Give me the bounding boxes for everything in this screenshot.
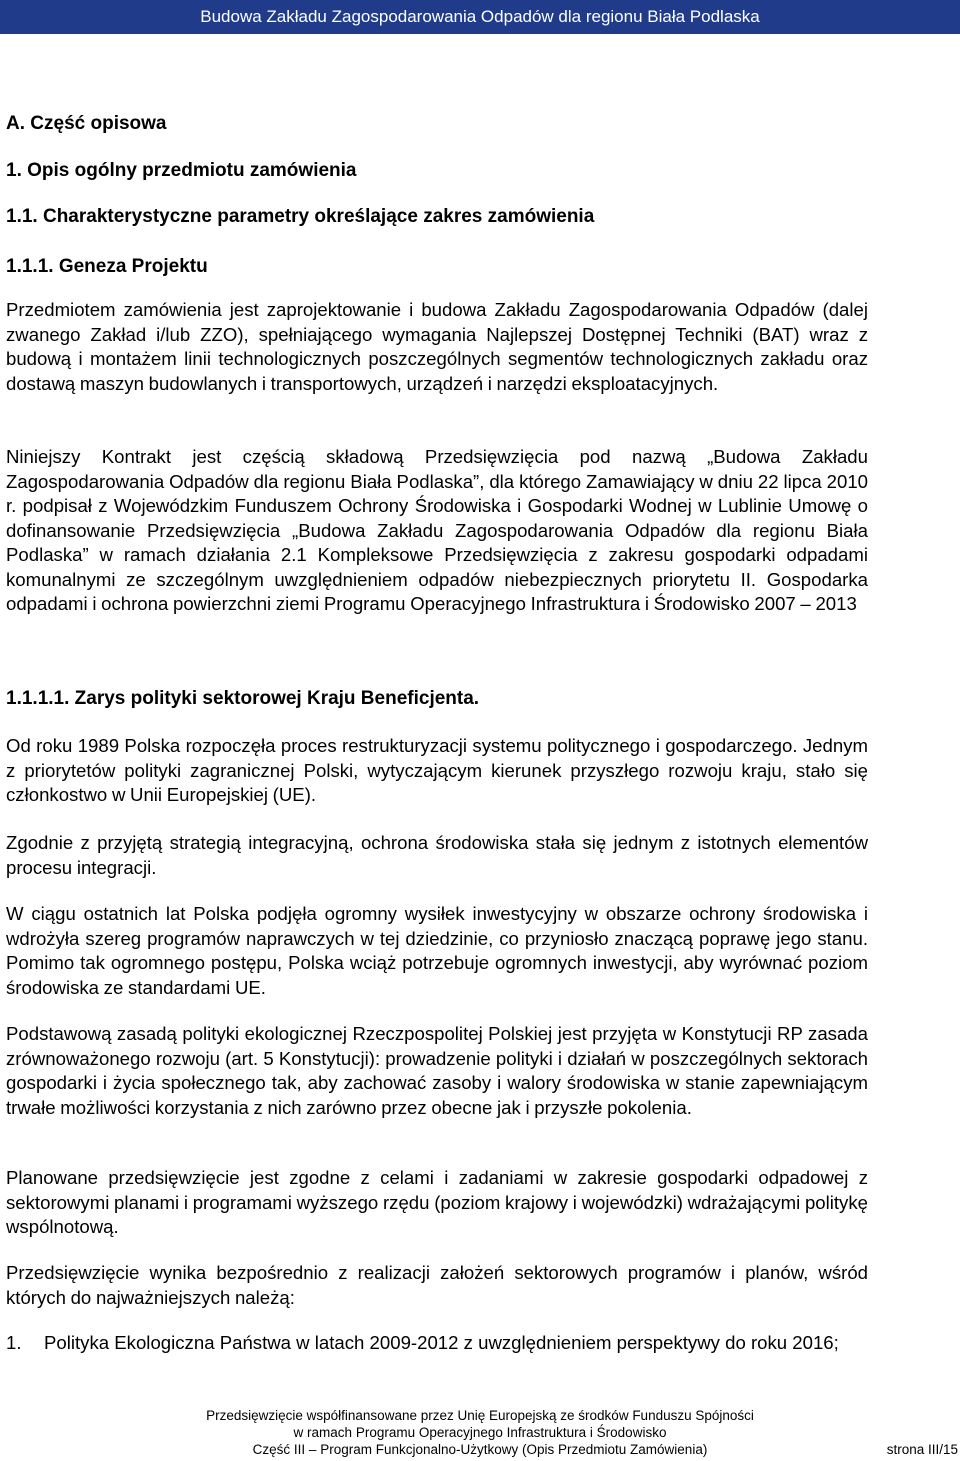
heading-part-a: A. Część opisowa (6, 113, 167, 134)
paragraph-investment-effort: W ciągu ostatnich lat Polska podjęła ogromny wysiłek inwestycyjny w obszarze ochrony środowiska i wdrożyła szereg programów naprawczych w tej dziedzinie, co przyniosło znaczącą poprawę jego stanu. Pomimo tak ogromnego postępu, Polska wciąż potrzebuje ogromnych inwestycji, aby wyrównać poziom środowiska ze standardami UE. (6, 903, 868, 998)
paragraph-contract-origin: Niniejszy Kontrakt jest częścią składową Przedsięwzięcia pod nazwą „Budowa Zakładu Zagospodarowania Odpadów dla regionu Biała Podlaska”, dla którego Zamawiający w dniu 22 lipca 2010 r. podpisał z Wojewódzkim Funduszem Ochrony Środowiska i Gospodarki Wodnej w Lublinie Umowę o dofinansowanie Przedsięwzięcia „Budowa Zakładu Zagospodarowania Odpadów dla regionu Biała Podlaska” w ramach działania 2.1 Kompleksowe Przedsięwzięcia z zakresu gospodarki odpadami komunalnymi ze szczególnym uwzględnieniem odpadów niebezpiecznych priorytetu II. Gospodarka odpadami i ochrona powierzchni ziemi Programu Operacyjnego Infrastruktura i Środowisko 2007 – 2013 (6, 446, 868, 614)
list-item-text: Polityka Ekologiczna Państwa w latach 2009-2012 z uwzględnieniem perspektywy do roku 2016; (44, 1332, 839, 1353)
heading-1-1-1-1: 1.1.1.1. Zarys polityki sektorowej Kraju Beneficjenta. (6, 688, 480, 709)
footer-cofinancing-line: Przedsięwzięcie współfinansowane przez Unię Europejską ze środków Funduszu Spójności (206, 1408, 754, 1423)
list-item-number: 1. (6, 1332, 22, 1353)
paragraph-sustainable-development: Podstawową zasadą polityki ekologicznej Rzeczpospolitej Polskiej jest przyjęta w Konstytucji RP zasada zrównoważonego rozwoju (art. 5 Konstytucji): prowadzenie polityki i działań w poszczególnych sektorach gospodarki i życia społecznego tak, aby zachować zasoby i walory środowiska w stanie zapewniającym trwałe możliwości korzystania z nich zarówno przez obecne jak i przyszłe pokolenia. (6, 1023, 868, 1118)
paragraph-restructuring: Od roku 1989 Polska rozpoczęła proces restrukturyzacji systemu politycznego i gospodarczego. Jednym z priorytetów polityki zagranicznej Polski, wytyczającym kierunek przyszłego rozwoju kraju, stało się członkostwo w Unii Europejskiej (UE). (6, 735, 868, 805)
heading-1-1-1: 1.1.1. Geneza Projektu (6, 256, 208, 277)
paragraph-planned-undertaking: Planowane przedsięwzięcie jest zgodne z celami i zadaniami w zakresie gospodarki odpadowej z sektorowymi planami i programami wyższego rzędu (poziom krajowy i wojewódzki) wdrażającymi politykę wspólnotową. (6, 1167, 868, 1237)
footer-program-line: w ramach Programu Operacyjnego Infrastruktura i Środowisko (293, 1425, 667, 1440)
footer-page-number: strona III/15 (886, 1442, 958, 1457)
document-header-band (0, 0, 960, 34)
document-header-title: Budowa Zakładu Zagospodarowania Odpadów dla regionu Biała Podlaska (200, 7, 760, 26)
paragraph-project-scope: Przedmiotem zamówienia jest zaprojektowanie i budowa Zakładu Zagospodarowania Odpadów (dalej zwanego Zakład i/lub ZZO), spełniającego wymagania Najlepszej Dostępnej Techniki (BAT) wraz z budową i montażem linii technologicznych poszczególnych segmentów technologicznych zakładu oraz dostawą maszyn budowlanych i transportowych, urządzeń i narzędzi eksploatacyjnych. (6, 299, 868, 394)
heading-1-1: 1.1. Charakterystyczne parametry określające zakres zamówienia (6, 206, 595, 227)
heading-1: 1. Opis ogólny przedmiotu zamówienia (6, 160, 357, 181)
paragraph-integration-strategy: Zgodnie z przyjętą strategią integracyjną, ochrona środowiska stała się jednym z istotnych elementów procesu integracji. (6, 832, 868, 878)
paragraph-sectoral-programs: Przedsięwzięcie wynika bezpośrednio z realizacji założeń sektorowych programów i planów, wśród których do najważniejszych należą: (6, 1262, 868, 1308)
footer-part-title: Część III – Program Funkcjonalno-Użytkowy (Opis Przedmiotu Zamówienia) (252, 1442, 708, 1457)
